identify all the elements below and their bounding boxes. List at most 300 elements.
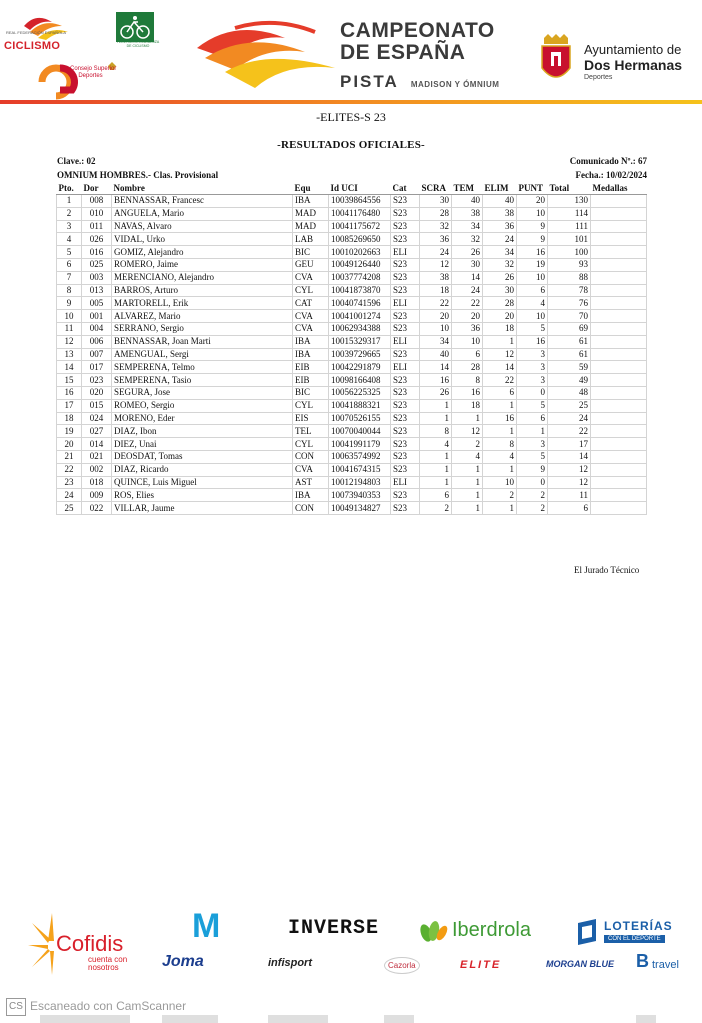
table-cell: 16	[517, 335, 548, 348]
table-header-row	[57, 181, 647, 195]
table-cell: 006	[82, 335, 112, 348]
table-cell: S23	[391, 348, 420, 361]
table-cell: SERRANO, Sergio	[112, 322, 293, 335]
table-cell: 36	[483, 220, 517, 233]
table-row	[57, 271, 647, 284]
table-cell: 6	[517, 284, 548, 297]
column-header: Pto.	[57, 181, 82, 195]
table-cell: 3	[517, 361, 548, 374]
table-cell: 4	[452, 450, 483, 463]
column-header: Total	[548, 181, 591, 195]
table-cell	[591, 463, 647, 476]
table-cell: CAT	[293, 297, 329, 310]
table-cell: 69	[548, 322, 591, 335]
table-cell	[591, 374, 647, 387]
sponsor-elite: ELITE	[460, 959, 502, 971]
table-cell: CYL	[293, 438, 329, 451]
table-cell: 1	[452, 489, 483, 502]
table-cell: 28	[483, 297, 517, 310]
table-row	[57, 233, 647, 246]
table-cell: 10063574992	[329, 450, 391, 463]
ghost-sponsor-strip	[162, 1015, 218, 1023]
table-cell: 78	[548, 284, 591, 297]
table-cell: 023	[82, 374, 112, 387]
table-cell: 38	[420, 271, 452, 284]
table-cell: 10041674315	[329, 463, 391, 476]
table-cell: 16	[420, 374, 452, 387]
table-cell: 25	[548, 399, 591, 412]
table-cell	[591, 297, 647, 310]
table-cell: 005	[82, 297, 112, 310]
table-cell: IBA	[293, 348, 329, 361]
table-cell: 003	[82, 271, 112, 284]
table-cell: ALVAREZ, Mario	[112, 310, 293, 323]
table-cell: 8	[452, 374, 483, 387]
table-row	[57, 489, 647, 502]
table-row	[57, 399, 647, 412]
column-header: Nombre	[112, 181, 293, 195]
table-cell: BARROS, Arturo	[112, 284, 293, 297]
table-cell	[591, 425, 647, 438]
table-cell: MORENO, Eder	[112, 412, 293, 425]
table-cell: 14	[420, 361, 452, 374]
table-cell: 9	[517, 463, 548, 476]
table-cell: 18	[57, 412, 82, 425]
table-cell: CVA	[293, 271, 329, 284]
table-cell: 10	[517, 207, 548, 220]
page-header	[0, 0, 702, 104]
table-cell: 6	[57, 258, 82, 271]
table-cell: 59	[548, 361, 591, 374]
sponsor-joma: Joma	[162, 953, 204, 970]
table-cell: ROMEO, Sergio	[112, 399, 293, 412]
cyclist-swoosh-icon	[195, 18, 340, 98]
table-cell: 1	[483, 335, 517, 348]
table-cell	[591, 258, 647, 271]
table-cell: 10049126440	[329, 258, 391, 271]
ghost-sponsor-strip	[268, 1015, 328, 1023]
table-cell: LAB	[293, 233, 329, 246]
table-cell: 18	[420, 284, 452, 297]
table-cell: 5	[517, 322, 548, 335]
table-cell: 10	[483, 476, 517, 489]
table-cell: 016	[82, 246, 112, 259]
table-cell: GOMIZ, Alejandro	[112, 246, 293, 259]
table-cell: 34	[420, 335, 452, 348]
table-cell	[591, 361, 647, 374]
table-cell: 12	[548, 476, 591, 489]
fac-name: FEDERACIÓN ANDALUZA DE CICLISMO	[116, 40, 160, 48]
table-cell: 2	[57, 207, 82, 220]
table-row	[57, 476, 647, 489]
table-cell: 022	[82, 502, 112, 515]
table-cell: 6	[452, 348, 483, 361]
table-cell: 014	[82, 438, 112, 451]
table-cell: 021	[82, 450, 112, 463]
table-cell: IBA	[293, 195, 329, 208]
table-cell: 009	[82, 489, 112, 502]
table-cell: 4	[57, 233, 82, 246]
table-cell: S23	[391, 207, 420, 220]
table-cell: 22	[420, 297, 452, 310]
table-row	[57, 412, 647, 425]
table-cell: DIAZ, Ibon	[112, 425, 293, 438]
table-cell: ELI	[391, 335, 420, 348]
table-cell: 3	[517, 348, 548, 361]
table-cell: 1	[483, 399, 517, 412]
table-cell: 4	[517, 297, 548, 310]
table-cell: 28	[452, 361, 483, 374]
table-cell: 22	[452, 297, 483, 310]
table-cell: 16	[452, 386, 483, 399]
table-cell: 10	[517, 271, 548, 284]
table-cell: 2	[517, 489, 548, 502]
table-cell: S23	[391, 271, 420, 284]
table-cell: 9	[517, 233, 548, 246]
table-row	[57, 195, 647, 208]
table-cell: 93	[548, 258, 591, 271]
table-row	[57, 310, 647, 323]
table-cell: 1	[452, 412, 483, 425]
dos-hermanas-crest-icon	[538, 34, 574, 86]
table-cell: DIEZ, Unai	[112, 438, 293, 451]
table-cell: ROS, Elies	[112, 489, 293, 502]
table-cell: AMENGUAL, Sergi	[112, 348, 293, 361]
camscanner-watermark: Escaneado con CamScanner	[30, 999, 187, 1013]
table-row	[57, 450, 647, 463]
table-cell: 22	[483, 374, 517, 387]
table-cell	[591, 271, 647, 284]
column-header: SCRA	[420, 181, 452, 195]
table-cell: 0	[517, 476, 548, 489]
column-header: Equ	[293, 181, 329, 195]
table-cell: AST	[293, 476, 329, 489]
table-cell: 1	[452, 502, 483, 515]
sponsor-loterias-sub: CON EL DEPORTE	[604, 935, 665, 943]
table-cell: 38	[483, 207, 517, 220]
camscanner-icon: CS	[6, 998, 26, 1016]
table-cell: 30	[483, 284, 517, 297]
table-row	[57, 425, 647, 438]
table-cell: CON	[293, 502, 329, 515]
table-cell: BENNASSAR, Francesc	[112, 195, 293, 208]
table-cell: 30	[452, 258, 483, 271]
table-cell: ROMERO, Jaime	[112, 258, 293, 271]
table-cell: 40	[452, 195, 483, 208]
table-cell: 027	[82, 425, 112, 438]
table-cell: 15	[57, 374, 82, 387]
table-cell: 24	[420, 246, 452, 259]
table-cell	[591, 284, 647, 297]
table-cell: 10041991179	[329, 438, 391, 451]
table-cell: 11	[548, 489, 591, 502]
table-cell	[591, 450, 647, 463]
jury-signature: El Jurado Técnico	[574, 565, 640, 575]
table-cell: 24	[483, 233, 517, 246]
table-cell: S23	[391, 310, 420, 323]
table-body	[57, 195, 647, 515]
table-cell: 1	[57, 195, 82, 208]
table-cell: 2	[420, 502, 452, 515]
ayto-line-1: Ayuntamiento de	[584, 42, 682, 57]
table-cell: 21	[57, 450, 82, 463]
table-cell: 16	[483, 412, 517, 425]
column-header: TEM	[452, 181, 483, 195]
table-cell: CVA	[293, 463, 329, 476]
table-cell: S23	[391, 463, 420, 476]
table-cell: S23	[391, 233, 420, 246]
table-cell: 14	[57, 361, 82, 374]
table-cell: 1	[420, 399, 452, 412]
rfec-subtitle: REAL FEDERACIÓN ESPAÑOLA	[6, 30, 67, 35]
table-cell: 1	[452, 463, 483, 476]
table-cell: 32	[452, 233, 483, 246]
table-cell: CYL	[293, 284, 329, 297]
table-cell: 10062934388	[329, 322, 391, 335]
iberdrola-leaves-icon	[418, 917, 448, 943]
table-cell: S23	[391, 258, 420, 271]
table-cell: 10042291879	[329, 361, 391, 374]
table-cell	[591, 246, 647, 259]
table-cell: 10041873870	[329, 284, 391, 297]
table-cell: IBA	[293, 335, 329, 348]
table-cell: 23	[57, 476, 82, 489]
table-cell	[591, 310, 647, 323]
sponsor-cofidis-tag: cuenta con nosotros	[88, 955, 128, 972]
table-cell: ANGUELA, Mario	[112, 207, 293, 220]
table-cell	[591, 195, 647, 208]
table-cell: 10070526155	[329, 412, 391, 425]
table-cell: 2	[517, 502, 548, 515]
table-cell: 36	[420, 233, 452, 246]
table-cell: 18	[483, 322, 517, 335]
table-cell: 025	[82, 258, 112, 271]
table-cell: 7	[57, 271, 82, 284]
table-row	[57, 502, 647, 515]
table-row	[57, 207, 647, 220]
sponsor-infisport: infisport	[268, 957, 312, 969]
table-cell: 8	[420, 425, 452, 438]
table-cell	[591, 348, 647, 361]
table-cell: 38	[452, 207, 483, 220]
table-cell: 5	[517, 399, 548, 412]
table-cell: BIC	[293, 386, 329, 399]
sponsor-btravel: travel	[652, 959, 679, 971]
loterias-icon	[576, 919, 598, 945]
table-cell: 88	[548, 271, 591, 284]
table-cell: 20	[57, 438, 82, 451]
ghost-sponsor-strip	[636, 1015, 656, 1023]
title-pista: PISTA	[340, 72, 399, 91]
table-row	[57, 220, 647, 233]
table-cell: 6	[483, 386, 517, 399]
ayuntamiento-logo	[584, 42, 682, 83]
table-cell: EIB	[293, 361, 329, 374]
table-cell: 024	[82, 412, 112, 425]
table-cell: 2	[452, 438, 483, 451]
title-line-2: DE ESPAÑA	[340, 41, 466, 64]
table-cell: SEGURA, Jose	[112, 386, 293, 399]
table-cell: 61	[548, 348, 591, 361]
table-cell: 1	[483, 425, 517, 438]
table-cell: ELI	[391, 246, 420, 259]
table-row	[57, 386, 647, 399]
table-cell: S23	[391, 489, 420, 502]
table-cell: TEL	[293, 425, 329, 438]
table-cell: CVA	[293, 310, 329, 323]
table-cell: 61	[548, 335, 591, 348]
table-cell: 40	[483, 195, 517, 208]
table-cell: 011	[82, 220, 112, 233]
table-cell: 3	[57, 220, 82, 233]
table-cell: S23	[391, 450, 420, 463]
table-cell: MERENCIANO, Alejandro	[112, 271, 293, 284]
sponsor-cazorla: Cazorla	[384, 957, 420, 974]
table-cell: 4	[420, 438, 452, 451]
column-header: Medallas	[591, 181, 647, 195]
table-cell: 10040741596	[329, 297, 391, 310]
table-cell: 32	[483, 258, 517, 271]
table-cell: 010	[82, 207, 112, 220]
table-cell: 2	[483, 489, 517, 502]
table-row	[57, 284, 647, 297]
btravel-b-icon: B	[636, 951, 649, 971]
table-cell: 48	[548, 386, 591, 399]
table-cell: 12	[483, 348, 517, 361]
table-cell: CYL	[293, 399, 329, 412]
table-cell: 8	[483, 438, 517, 451]
table-cell: MAD	[293, 207, 329, 220]
table-cell: 013	[82, 284, 112, 297]
column-header: Cat	[391, 181, 420, 195]
table-cell: SEMPERENA, Telmo	[112, 361, 293, 374]
table-cell: 6	[548, 502, 591, 515]
table-cell: 10056225325	[329, 386, 391, 399]
comunicado-number: Comunicado Nº.: 67	[569, 156, 647, 166]
table-cell: 19	[517, 258, 548, 271]
table-cell	[591, 399, 647, 412]
table-cell: 10	[517, 310, 548, 323]
results-heading: -RESULTADOS OFICIALES-	[277, 139, 425, 151]
table-cell: S23	[391, 425, 420, 438]
table-cell: 1	[420, 450, 452, 463]
table-cell: 14	[483, 361, 517, 374]
table-cell: 76	[548, 297, 591, 310]
table-cell: 12	[452, 425, 483, 438]
table-cell: 24	[548, 412, 591, 425]
table-cell: 12	[420, 258, 452, 271]
table-cell: 20	[452, 310, 483, 323]
table-cell: 130	[548, 195, 591, 208]
fac-logo-icon	[110, 10, 160, 62]
table-cell: 007	[82, 348, 112, 361]
column-header: ELIM	[483, 181, 517, 195]
table-row	[57, 297, 647, 310]
table-cell: 11	[57, 322, 82, 335]
results-table	[56, 181, 647, 515]
column-header: Id UCI	[329, 181, 391, 195]
table-cell: 6	[420, 489, 452, 502]
table-cell: S23	[391, 374, 420, 387]
table-row	[57, 374, 647, 387]
table-cell: 26	[483, 271, 517, 284]
table-cell: S23	[391, 438, 420, 451]
table-cell: 20	[483, 310, 517, 323]
table-cell: IBA	[293, 489, 329, 502]
table-cell: 10041175672	[329, 220, 391, 233]
table-cell: 32	[420, 220, 452, 233]
table-cell: 10041001274	[329, 310, 391, 323]
table-cell: 015	[82, 399, 112, 412]
sponsors-band	[0, 901, 702, 997]
title-events: MADISON Y ÓMNIUM	[410, 80, 500, 89]
table-cell: 22	[57, 463, 82, 476]
table-cell: 20	[517, 195, 548, 208]
sponsor-iberdrola: Iberdrola	[452, 919, 531, 941]
table-cell: 101	[548, 233, 591, 246]
table-cell: 1	[420, 476, 452, 489]
fecha: Fecha.: 10/02/2024	[575, 170, 647, 180]
table-cell: MARTORELL, Erik	[112, 297, 293, 310]
table-cell: 004	[82, 322, 112, 335]
table-cell: 10037774208	[329, 271, 391, 284]
table-cell: CVA	[293, 322, 329, 335]
table-cell: 12	[57, 335, 82, 348]
table-cell: 1	[483, 463, 517, 476]
table-cell: ELI	[391, 476, 420, 489]
table-cell: 100	[548, 246, 591, 259]
table-cell: 20	[420, 310, 452, 323]
table-cell: 3	[517, 374, 548, 387]
table-cell: 017	[82, 361, 112, 374]
table-cell: 10039864556	[329, 195, 391, 208]
table-cell: 114	[548, 207, 591, 220]
table-cell: 14	[548, 450, 591, 463]
table-cell: 12	[548, 463, 591, 476]
table-cell: 111	[548, 220, 591, 233]
table-cell: EIS	[293, 412, 329, 425]
table-cell: VIDAL, Urko	[112, 233, 293, 246]
table-cell: 40	[420, 348, 452, 361]
table-cell: 6	[517, 412, 548, 425]
table-cell: 10010202663	[329, 246, 391, 259]
table-row	[57, 258, 647, 271]
table-cell: 34	[483, 246, 517, 259]
table-cell: S23	[391, 502, 420, 515]
table-cell: 1	[517, 425, 548, 438]
table-cell: 10070040044	[329, 425, 391, 438]
table-cell: S23	[391, 220, 420, 233]
table-cell: 25	[57, 502, 82, 515]
sponsor-movistar: M	[192, 907, 221, 945]
table-cell: 10098166408	[329, 374, 391, 387]
table-cell: 002	[82, 463, 112, 476]
table-cell: 1	[452, 476, 483, 489]
table-cell: S23	[391, 322, 420, 335]
title-line-1: CAMPEONATO	[340, 19, 495, 42]
table-cell: S23	[391, 195, 420, 208]
table-cell: S23	[391, 284, 420, 297]
table-cell: 16	[57, 386, 82, 399]
table-cell: 24	[57, 489, 82, 502]
table-cell: S23	[391, 399, 420, 412]
table-cell: MAD	[293, 220, 329, 233]
table-cell: 4	[483, 450, 517, 463]
category-title: -ELITES-S 23	[316, 110, 386, 124]
table-cell: 5	[517, 450, 548, 463]
table-row	[57, 348, 647, 361]
table-cell	[591, 489, 647, 502]
